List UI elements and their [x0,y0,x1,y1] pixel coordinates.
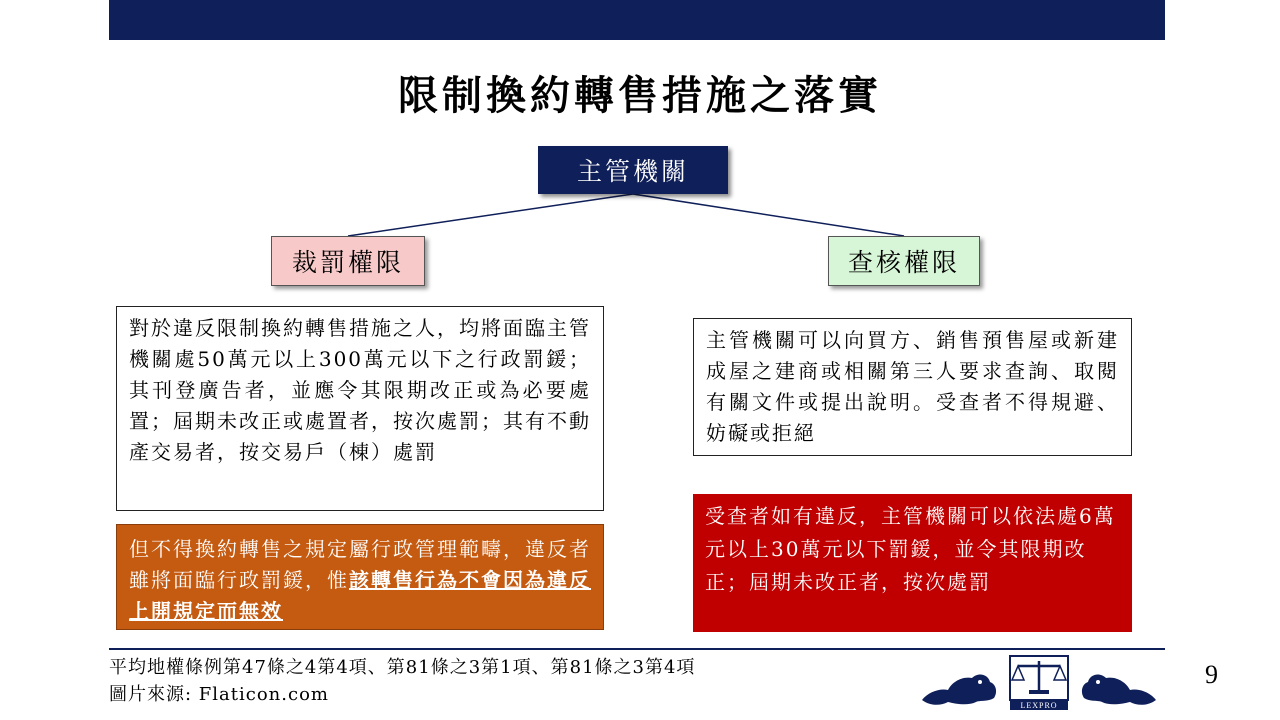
penalty-description: 對於違反限制換約轉售措施之人，均將面臨主管機關處50萬元以上300萬元以下之行政罰鍰；其刊登廣告者，並應令其限期改正或為必要處置；屆期未改正或處置者，按次處罰；其有不動產交易者，按交易戶（棟）處罰 [116,306,604,511]
connector-left [348,194,633,236]
page-number: 9 [1205,660,1218,689]
footer-divider [109,648,1165,650]
footer-image-source: 圖片來源: Flaticon.com [109,684,329,705]
logo-wordmark: LEXPRO [1020,701,1058,710]
right-lion-icon [1082,675,1156,705]
penalty-authority-node: 裁罰權限 [271,236,425,286]
root-node: 主管機關 [538,146,728,194]
inspection-description: 主管機關可以向買方、銷售預售屋或新建成屋之建商或相關第三人要求查詢、取閱有關文件或提出說明。受查者不得規避、妨礙或拒絕 [693,318,1132,456]
validity-note [116,524,604,630]
inspection-authority-node: 查核權限 [828,236,980,286]
left-lion-icon [922,675,996,705]
slide-title: 限制換約轉售措施之落實 [398,72,882,119]
validity-note-emphasis: 該轉售行為不會因為違反上開規定而無效 [129,568,591,623]
footer-citation: 平均地權條例第47條之4第4項、第81條之3第1項、第81條之3第4項 [109,657,696,678]
connector-right [633,194,904,236]
inspection-penalty: 受查者如有違反，主管機關可以依法處6萬元以上30萬元以下罰鍰，並令其限期改正；屆期未改正者，按次處罰 [693,494,1132,632]
lexpro-logo [918,652,1160,710]
validity-note-text: 但不得換約轉售之規定屬行政管理範疇，違反者雖將面臨行政罰鍰，惟 [129,537,591,592]
